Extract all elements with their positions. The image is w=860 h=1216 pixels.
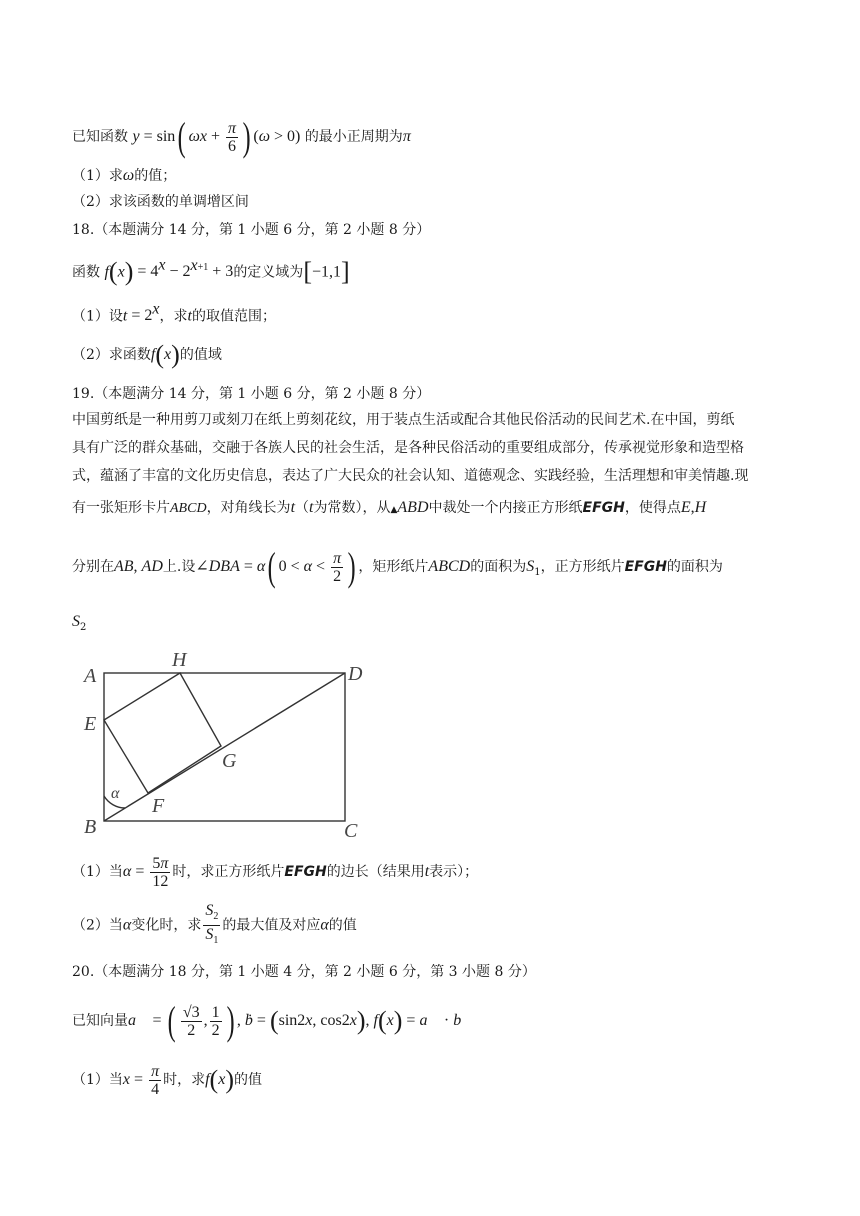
q18-part1: （1）设$t = 2^x$，求t的取值范围； <box>72 301 276 325</box>
q19-text1: 中国剪纸是一种用剪刀或刻刀在纸上剪刻花纹，用于装点生活或配合其他民俗活动的民间艺术.在中国，剪纸 <box>72 412 735 428</box>
label-d: D <box>348 663 363 685</box>
q20-header: 20.（本题满分 18 分，第 1 小题 4 分，第 2 小题 6 分，第 3 小题 8 分） <box>72 964 536 980</box>
q19-text5-f: 的面积为 <box>666 559 723 575</box>
q19-part1-b: 时，求正方形纸片 <box>172 864 285 880</box>
q19-figure <box>76 640 386 850</box>
q18-header: 18.（本题满分 14 分，第 1 小题 6 分，第 2 小题 8 分） <box>72 222 431 238</box>
label-c: C <box>344 820 358 842</box>
q18-stem-b: 的定义域为 <box>233 264 304 281</box>
q19-part1-d: 表示）； <box>429 864 479 880</box>
label-f: F <box>152 795 165 817</box>
q19-part2-b: 变化时，求 <box>131 917 202 934</box>
q18-part1-c: 的取值范围； <box>191 308 276 325</box>
q18-stem: 函数 $f(x) = 4^x - 2^{x+1} + 3$的定义域为[−1,1] <box>72 257 350 287</box>
q19-s2: $S_2$ <box>72 613 87 633</box>
q19-part2-c: 的最大值及对应 <box>222 917 321 934</box>
q19-text4-a: 有一张矩形卡片 <box>72 500 170 516</box>
q19-text4-b: ，对角线长为 <box>206 500 291 516</box>
q17-formula: y <box>132 128 140 145</box>
q19-text4-e: ，使得点 <box>624 500 681 516</box>
q19-part1-a: （1）当 <box>72 864 123 880</box>
q19-text5-b: 上.设 <box>162 559 196 575</box>
q19-text5-a: 分别在 <box>72 559 114 575</box>
q17-part1-b: 的值； <box>134 168 177 184</box>
q19-part2-d: 的值 <box>328 917 357 934</box>
q19-text5: 分别在AB, AD上.设∠DBA = α( 0 < α < $\frac{\pi}{2}$ ) ，矩形纸片ABCD的面积为$S_1$，正方形纸片EFGH的面积为 <box>72 544 723 589</box>
label-b: B <box>84 816 97 838</box>
diagonal-bd <box>104 673 345 821</box>
label-e: E <box>84 713 97 735</box>
q20-part1-a: （1）当 <box>72 1072 123 1088</box>
q18-part2: （2）求函数f(x)的值域 <box>72 340 222 369</box>
q18-part2-a: （2）求函数 <box>72 347 151 363</box>
q20-part1-b: 时，求 <box>163 1072 206 1088</box>
q19-text5-e: ，正方形纸片 <box>540 559 625 575</box>
q18-stem-a: 函数 <box>72 264 100 281</box>
label-h: H <box>172 649 187 671</box>
q19-part2: （2）当α变化时，求 $\frac{S_2}{S_1}$ 的最大值及对应α的值 <box>72 902 357 946</box>
label-a: A <box>84 665 97 687</box>
q17-part1: （1）求ω的值； <box>72 167 177 184</box>
q18-part2-b: 的值域 <box>179 347 222 363</box>
q17-frac: $\frac{\pi}{6}$ <box>228 119 237 155</box>
q19-part1-c: 的边长（结果用 <box>326 864 425 880</box>
q19-header: 19.（本题满分 14 分，第 1 小题 6 分，第 2 小题 8 分） <box>72 386 431 402</box>
q17-part2: （2）求该函数的单调增区间 <box>72 194 249 210</box>
q20-part1: （1）当x = $\frac{\pi}{4}$ 时，求f(x)的值 <box>72 1062 262 1098</box>
q19-text4: 有一张矩形卡片ABCD，对角线长为t（t为常数），从▲ABD中裁处一个内接正方形纸EFGH，使得点E,H <box>72 499 707 516</box>
q17-stem-text-b: 的最小正周期为 <box>304 129 403 145</box>
q19-text4-c: 为常数），从 <box>313 500 391 516</box>
label-alpha: α <box>111 785 120 802</box>
q17-part1-a: （1）求 <box>72 168 123 184</box>
q17-stem: 已知函数 y = sin( ωx + $\frac{\pi}{6}$ ) (ω > 0) 的最小正周期为π <box>72 114 411 159</box>
q19-text4-d: 中裁处一个内接正方形纸 <box>428 500 583 516</box>
q19-part2-a: （2）当 <box>72 917 123 934</box>
q19-text5-c: ，矩形纸片 <box>358 559 429 575</box>
square-efgh <box>104 673 221 793</box>
q20-stem-a: 已知向量 <box>72 1013 128 1029</box>
q19-text3: 式，蕴涵了丰富的文化历史信息，表达了广大民众的社会认知、道德观念、实践经验，生活理想和审美情趣.现 <box>72 468 749 484</box>
q20-stem: 已知向量a⃗ = ( $\frac{√3}{2}$ , $\frac{1}{2}$ ) , ḃ = (sin2x, cos2x), f(x) = a⃗ · b⃗ <box>72 998 474 1043</box>
q19-text5-d: 的面积为 <box>470 559 527 575</box>
q19-part1: （1）当α = $\frac{5\pi}{12}$ 时，求正方形纸片EFGH的边长（结果用t表示）； <box>72 854 479 890</box>
q20-part1-c: 的值 <box>233 1072 262 1088</box>
q18-part1-b: ，求 <box>159 308 188 325</box>
q17-stem-text-a: 已知函数 <box>72 129 128 145</box>
label-g: G <box>222 750 237 772</box>
q18-part1-a: （1）设 <box>72 308 123 325</box>
q19-text2: 具有广泛的群众基础，交融于各族人民的社会生活，是各种民俗活动的重要组成部分，传承视觉形象和造型格 <box>72 440 744 456</box>
